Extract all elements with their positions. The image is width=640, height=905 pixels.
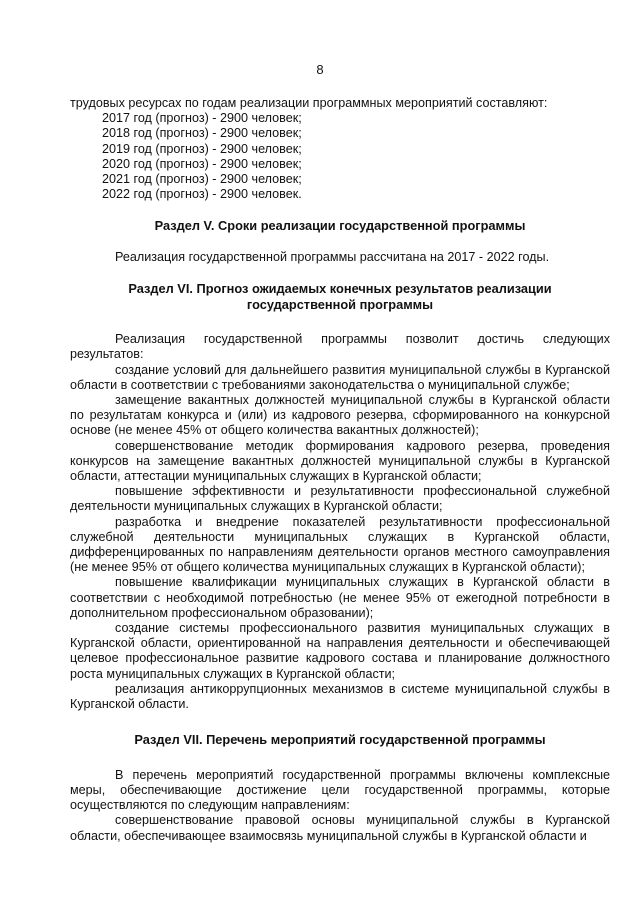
result-item: замещение вакантных должностей муниципальной службы в Курганской области по результатам конкурса и (или) из кадрового резерва, сформированного на конкурсной основе (не менее 45% от общего количества вакантных должностей); [70,392,610,438]
result-item: повышение эффективности и результативности профессиональной служебной деятельности муниципальных служащих в Курганской области; [70,484,610,514]
result-item: создание условий для дальнейшего развития муниципальной службы в Курганской области в соответствии с требованиями законодательства о муниципальной службе; [70,362,610,392]
year-line: 2020 год (прогноз) - 2900 человек; [102,156,302,171]
page-number: 8 [316,62,324,77]
direction-item: совершенствование правовой основы муниципальной службы в Курганской области, обеспечивающее взаимосвязь муниципальной службы в Курганской области и [70,813,610,843]
section7-intro: В перечень мероприятий государственной программы включены комплексные меры, обеспечивающие достижение цели государственной программы, которые осуществляются по следующим направлениям: [70,767,610,813]
section5-text: Реализация государственной программы рассчитана на 2017 - 2022 годы. [115,249,550,264]
intro-line: трудовых ресурсах по годам реализации программных мероприятий составляют: [70,96,548,110]
result-item: реализация антикоррупционных механизмов в системе муниципальной службы в Курганской области. [70,681,610,711]
year-line: 2019 год (прогноз) - 2900 человек; [102,141,302,156]
year-line: 2017 год (прогноз) - 2900 человек; [102,111,302,126]
result-item: разработка и внедрение показателей результативности профессиональной служебной деятельности муниципальных служащих в Курганской области, дифференцированных по направлениям деятельности органов местного самоуправления (не менее 95% от общего количества муниципальных служащих в Курганской области); [70,514,610,575]
year-line: 2018 год (прогноз) - 2900 человек; [102,126,302,141]
year-line: 2021 год (прогноз) - 2900 человек; [102,172,302,187]
section7-title: Раздел VII. Перечень мероприятий государственной программы [134,732,546,748]
section6-title-line2: государственной программы [246,296,434,312]
result-item: создание системы профессионального развития муниципальных служащих в Курганской области, ориентированной на направления деятельности и обеспечивающей целевое профессиональное развитие кадрового состава и планирование должностного роста муниципальных служащих в Курганской области; [70,620,610,681]
year-line: 2022 год (прогноз) - 2900 человек. [102,187,302,202]
result-item: совершенствование методик формирования кадрового резерва, проведения конкурсов на замещение вакантных должностей муниципальной службы в Курганской области, аттестации муниципальных служащих в Курганской области; [70,438,610,483]
section6-intro: Реализация государственной программы позволит достичь следующих результатов: [70,332,610,362]
result-item: повышение квалификации муниципальных служащих в Курганской области в соответствии с необходимой потребностью (не менее 95% от ежегодной потребности в дополнительном профессиональном образовании); [70,575,610,620]
section5-title: Раздел V. Сроки реализации государственной программы [154,218,526,234]
document-body [70,96,610,844]
section6-title-line1: Раздел VI. Прогноз ожидаемых конечных результатов реализации [128,281,552,297]
